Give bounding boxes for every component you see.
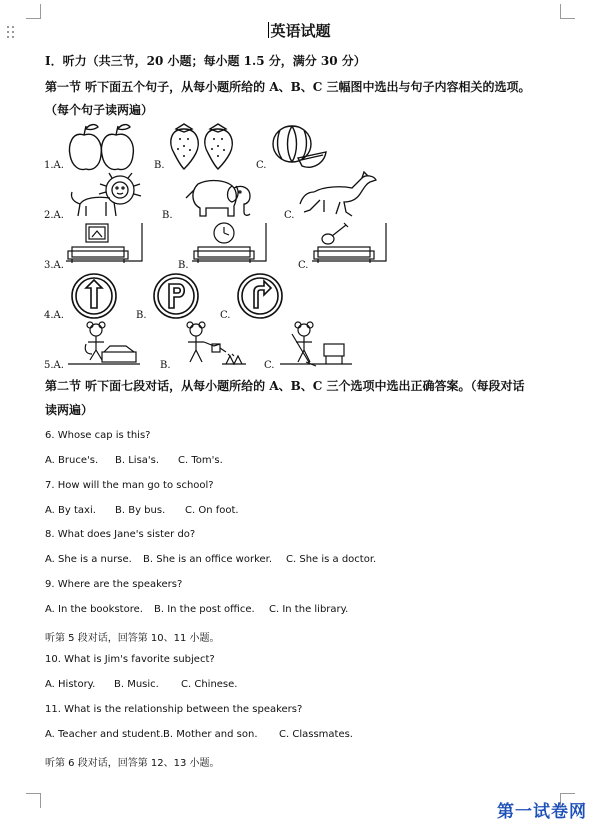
row-2-label-b: B. bbox=[162, 210, 173, 221]
q6-option-b: B. Lisa's. bbox=[115, 455, 160, 466]
q8-option-c: C. She is a doctor. bbox=[286, 554, 377, 565]
row-2-label: 2.A. bbox=[44, 210, 64, 221]
girl-cooking-icon bbox=[66, 320, 142, 372]
q9-option-a: A. In the bookstore. bbox=[45, 604, 143, 615]
watermark-logo: 第一试卷网 bbox=[497, 802, 587, 822]
q9-option-b: B. In the post office. bbox=[154, 604, 255, 615]
question-11: 11. What is the relationship between the speakers? bbox=[45, 704, 303, 715]
q7-option-b: B. By bus. bbox=[115, 505, 166, 516]
girl-watering-icon bbox=[174, 320, 250, 372]
watermelon-icon bbox=[268, 122, 328, 170]
row-1-label-c: C. bbox=[256, 160, 267, 171]
page-corner-mark-top-right bbox=[560, 4, 575, 19]
question-9: 9. Where are the speakers? bbox=[45, 579, 183, 590]
straight-arrow-sign-icon bbox=[70, 272, 120, 322]
q11-option-c: C. Classmates. bbox=[279, 729, 353, 740]
sofa-clock-icon bbox=[192, 221, 272, 271]
strawberries-icon bbox=[166, 121, 238, 171]
elephant-icon bbox=[178, 172, 260, 220]
section1-heading: 第一节 听下面五个句子，从每小题所给的 A、B、C 三幅图中选出与句子内容相关的选项。 bbox=[45, 80, 531, 94]
question-8: 8. What does Jane's sister do? bbox=[45, 529, 196, 540]
row-2-label-c: C. bbox=[284, 210, 295, 221]
row-5-label: 5.A. bbox=[44, 360, 64, 371]
q8-option-b: B. She is an office worker. bbox=[143, 554, 273, 565]
instruction-dialog-5: 听第 5 段对话，回答第 10、11 小题。 bbox=[45, 633, 220, 644]
row-1-label-b: B. bbox=[154, 160, 165, 171]
q6-option-c: C. Tom's. bbox=[178, 455, 223, 466]
row-1-label: 1.A. bbox=[44, 160, 64, 171]
row-5-label-b: B. bbox=[160, 360, 171, 371]
document-title: 英语试题 bbox=[270, 22, 331, 40]
sofa-guitar-icon bbox=[312, 221, 392, 271]
question-10: 10. What is Jim's favorite subject? bbox=[45, 654, 215, 665]
part1-heading: I．听力（共三节，20 小题；每小题 1.5 分，满分 30 分） bbox=[45, 54, 366, 68]
q11-option-b: B. Mother and son. bbox=[163, 729, 258, 740]
row-3-label-c: C. bbox=[298, 260, 309, 271]
sofa-picture-icon bbox=[66, 221, 146, 271]
q11-option-a: A. Teacher and student. bbox=[45, 729, 164, 740]
q10-option-c: C. Chinese. bbox=[181, 679, 238, 690]
page-corner-mark-top-left bbox=[26, 4, 41, 19]
row-3-label: 3.A. bbox=[44, 260, 64, 271]
q9-option-c: C. In the library. bbox=[269, 604, 349, 615]
question-6: 6. Whose cap is this? bbox=[45, 430, 151, 441]
q7-option-c: C. On foot. bbox=[185, 505, 239, 516]
q8-option-a: A. She is a nurse. bbox=[45, 554, 132, 565]
row-4-label-c: C. bbox=[220, 310, 231, 321]
row-4-label: 4.A. bbox=[44, 310, 64, 321]
row-5-label-c: C. bbox=[264, 360, 275, 371]
q10-option-a: A. History. bbox=[45, 679, 96, 690]
q7-option-a: A. By taxi. bbox=[45, 505, 96, 516]
apples-icon bbox=[66, 121, 136, 173]
question-7: 7. How will the man go to school? bbox=[45, 480, 214, 491]
horse-icon bbox=[296, 170, 380, 220]
q6-option-a: A. Bruce's. bbox=[45, 455, 99, 466]
turn-right-sign-icon bbox=[236, 272, 286, 322]
section2-heading: 第二节 听下面七段对话，从每小题所给的 A、B、C 三个选项中选出正确答案。（每段对话 bbox=[45, 379, 525, 393]
row-4-label-b: B. bbox=[136, 310, 147, 321]
q10-option-b: B. Music. bbox=[114, 679, 159, 690]
page-corner-mark-bottom-left bbox=[26, 793, 41, 808]
lion-icon bbox=[66, 172, 146, 220]
parking-sign-icon bbox=[152, 272, 202, 322]
girl-sweeping-icon bbox=[276, 320, 356, 372]
section2-heading-cont: 读两遍） bbox=[45, 403, 94, 417]
row-3-label-b: B. bbox=[178, 260, 189, 271]
instruction-dialog-6: 听第 6 段对话，回答第 12、13 小题。 bbox=[45, 758, 220, 769]
section1-heading-cont: （每个句子读两遍） bbox=[45, 103, 154, 117]
